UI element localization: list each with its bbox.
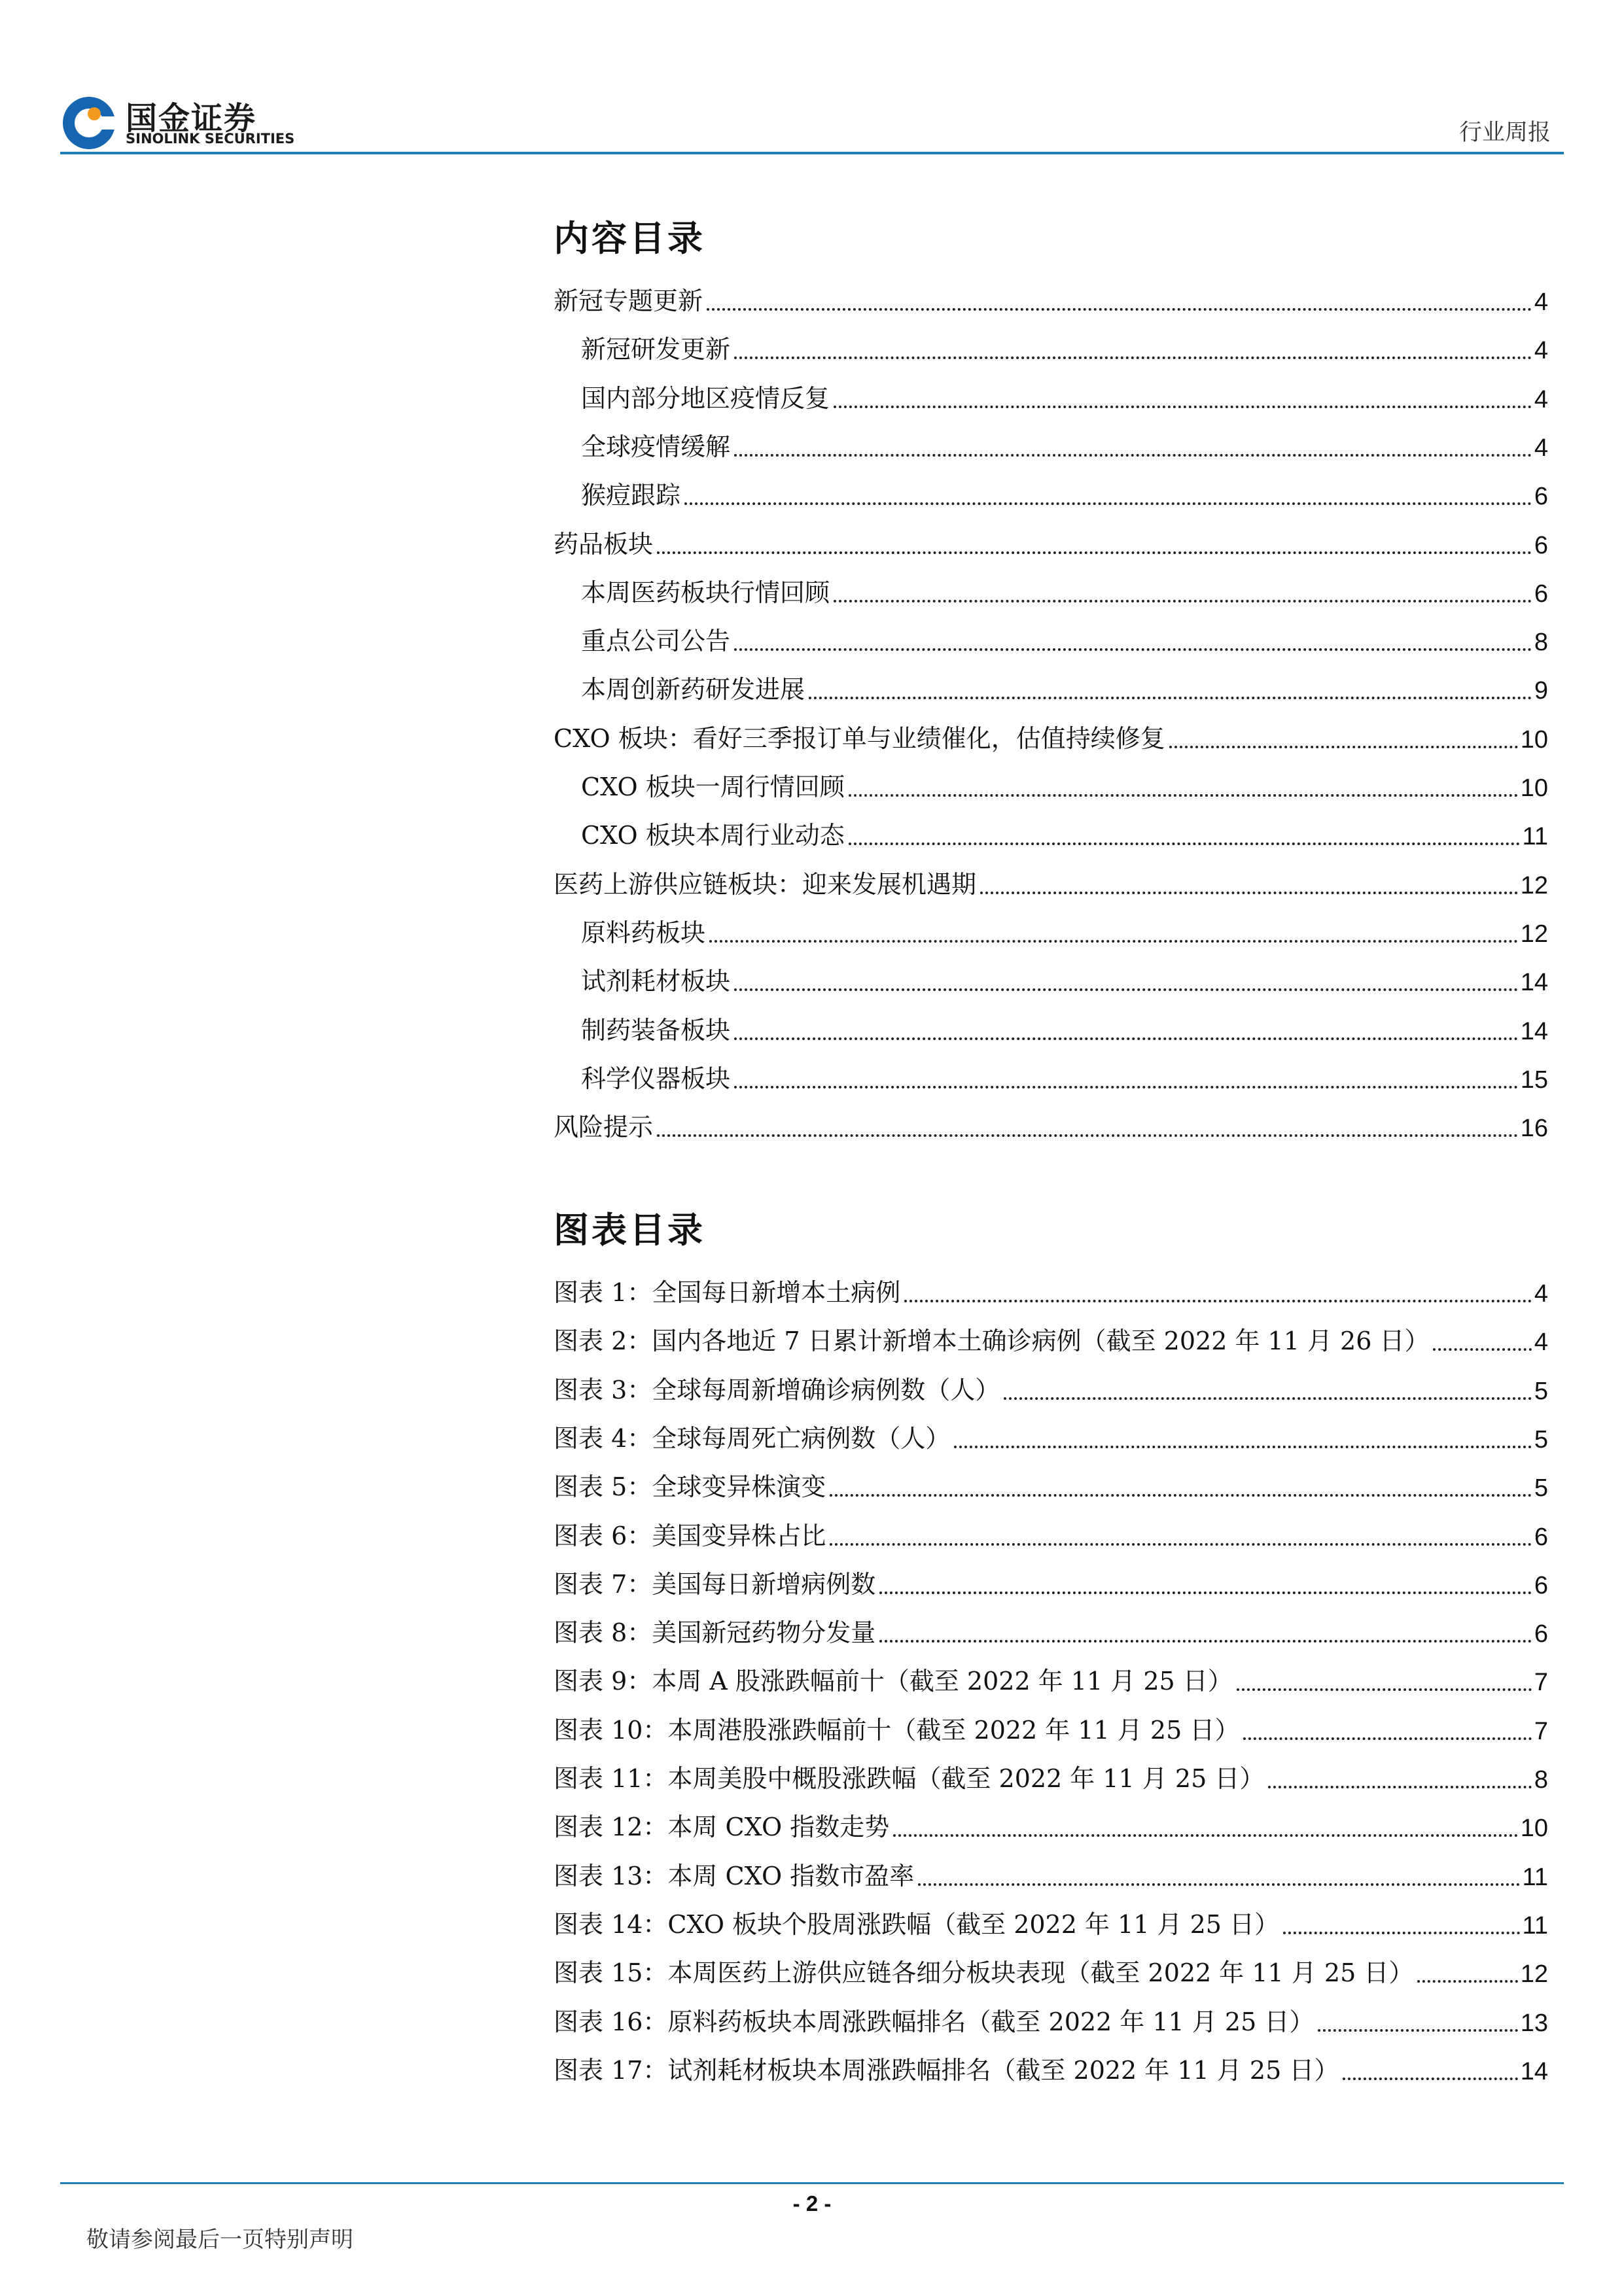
toc-entry[interactable]: [581, 381, 1548, 414]
toc-entry[interactable]: [554, 1907, 1548, 1940]
toc-entry[interactable]: [581, 1062, 1548, 1094]
toc-entry-title: 本周创新药研发进展: [581, 675, 805, 704]
toc-entry-title: 图表 1：全国每日新增本土病例: [554, 1278, 901, 1307]
toc-dot-leader: [849, 843, 1520, 845]
toc-dot-leader: [904, 1300, 1532, 1302]
toc-entry-page: 6: [1534, 483, 1548, 511]
toc-dot-leader: [879, 1640, 1532, 1643]
toc-dot-leader: [809, 697, 1532, 699]
toc-entry-page: 5: [1534, 1377, 1548, 1405]
toc-entry-page: 16: [1520, 1115, 1548, 1143]
toc-entry-page: 4: [1534, 337, 1548, 365]
toc-entry[interactable]: [581, 478, 1548, 511]
toc-entry[interactable]: [581, 1013, 1548, 1046]
toc-dot-leader: [709, 940, 1518, 943]
footer-divider: [60, 2182, 1564, 2184]
toc-dot-leader: [1243, 1737, 1532, 1740]
toc-entry[interactable]: [554, 1519, 1548, 1552]
toc-entry-page: 11: [1522, 1911, 1548, 1939]
toc-dot-leader: [1433, 1348, 1531, 1351]
toc-dot-leader: [1343, 2078, 1517, 2080]
toc-dot-leader: [879, 1592, 1532, 1594]
toc-dot-leader: [707, 308, 1532, 311]
toc-dot-leader: [834, 406, 1532, 408]
toc-entry[interactable]: [554, 1567, 1548, 1600]
toc-entry-title: 猴痘跟踪: [581, 481, 681, 510]
toc-dot-leader: [734, 1037, 1518, 1040]
toc-entry-title: 图表 4：全球每周死亡病例数（人）: [554, 1423, 951, 1453]
toc-entry[interactable]: [581, 624, 1548, 657]
toc-entry-title: 全球疫情缓解: [581, 432, 731, 461]
toc-entry-page: 8: [1534, 629, 1548, 657]
toc-entry-title: 原料药板块: [581, 918, 706, 947]
toc-entry-title: 药品板块: [554, 529, 654, 559]
toc-entry-title: 医药上游供应链板块：迎来发展机遇期: [554, 869, 977, 899]
toc-entry[interactable]: [581, 818, 1548, 851]
toc-entry[interactable]: [554, 1810, 1548, 1843]
toc-dot-leader: [734, 988, 1518, 991]
toc-entry-title: 新冠专题更新: [554, 287, 703, 315]
toc-entry-page: 6: [1534, 1523, 1548, 1551]
logo-english-name: SINOLINK SECURITIES: [126, 131, 295, 147]
toc-entry-title: 图表 11：本周美股中概股涨跌幅（截至 2022 年 11 月 25 日）: [554, 1764, 1265, 1793]
page-number: - 2 -: [792, 2191, 832, 2216]
toc-entry[interactable]: [581, 576, 1548, 608]
toc-entry-page: 6: [1534, 580, 1548, 608]
toc-dot-leader: [684, 502, 1532, 505]
toc-entry[interactable]: [554, 1762, 1548, 1794]
toc-entry[interactable]: [554, 2005, 1548, 2038]
toc-entry-page: 14: [1520, 2057, 1548, 2085]
toc-dot-leader: [980, 892, 1518, 894]
toc-dot-leader: [1417, 1980, 1517, 1983]
toc-entry[interactable]: [554, 1713, 1548, 1746]
toc-dot-leader: [830, 1494, 1532, 1497]
toc-entry-page: 7: [1534, 1669, 1548, 1697]
toc-entry-page: 6: [1534, 1620, 1548, 1648]
figures-heading: 图表目录: [554, 1209, 705, 1251]
toc-entry-page: 10: [1520, 725, 1548, 754]
toc-dot-leader: [834, 600, 1532, 602]
toc-dot-leader: [1268, 1786, 1532, 1788]
toc-entry-title: 图表 15：本周医药上游供应链各细分板块表现（截至 2022 年 11 月 25 日）: [554, 1958, 1414, 1988]
toc-entry-page: 13: [1520, 2009, 1548, 2037]
toc-dot-leader: [893, 1834, 1518, 1837]
toc-entry-title: 图表 7：美国每日新增病例数: [554, 1569, 876, 1599]
toc-entry-title: 图表 2：国内各地近 7 日累计新增本土确诊病例（截至 2022 年 11 月 26 日）: [554, 1327, 1430, 1356]
toc-entry-title: 图表 3：全球每周新增确诊病例数（人）: [554, 1375, 1000, 1404]
toc-entry[interactable]: [581, 430, 1548, 462]
toc-entry-page: 12: [1520, 920, 1548, 948]
toc-dot-leader: [734, 454, 1532, 457]
toc-entry[interactable]: [581, 332, 1548, 365]
toc-entry-page: 4: [1534, 288, 1548, 316]
toc-entry[interactable]: [554, 527, 1548, 560]
toc-entry-page: 4: [1534, 385, 1548, 413]
toc-entry-title: 重点公司公告: [581, 627, 731, 656]
toc-entry-title: 国内部分地区疫情反复: [581, 383, 830, 413]
toc-entry-title: 新冠研发更新: [581, 335, 731, 364]
toc-entry[interactable]: [554, 1276, 1548, 1308]
toc-entry[interactable]: [554, 867, 1548, 900]
toc-entry-title: CXO 板块一周行情回顾: [581, 773, 845, 801]
toc-entry-page: 6: [1534, 1571, 1548, 1599]
toc-dot-leader: [918, 1883, 1519, 1886]
toc-entry[interactable]: [554, 2053, 1548, 2086]
toc-entry-title: CXO 板块：看好三季报订单与业绩催化，估值持续修复: [554, 723, 1165, 753]
toc-entry-page: 5: [1534, 1425, 1548, 1453]
toc-entry[interactable]: [581, 964, 1548, 997]
toc-entry-page: 14: [1520, 969, 1548, 997]
toc-entry-title: 图表 6：美国变异株占比: [554, 1521, 826, 1550]
toc-entry-page: 15: [1520, 1066, 1548, 1094]
toc-entry-title: 图表 16：原料药板块本周涨跌幅排名（截至 2022 年 11 月 25 日）: [554, 2007, 1315, 2036]
toc-entry-title: 图表 5：全球变异株演变: [554, 1472, 826, 1502]
toc-entry-page: 8: [1534, 1766, 1548, 1794]
toc-entry[interactable]: [554, 722, 1548, 754]
report-type: 行业周报: [1458, 120, 1551, 146]
toc-entry-page: 9: [1534, 677, 1548, 705]
toc-entry-page: 12: [1520, 871, 1548, 899]
toc-entry[interactable]: [581, 770, 1548, 803]
toc-dot-leader: [657, 551, 1532, 554]
toc-dot-leader: [849, 794, 1518, 797]
toc-dot-leader: [734, 1086, 1518, 1088]
toc-dot-leader: [954, 1446, 1532, 1448]
toc-entry[interactable]: [554, 1373, 1548, 1406]
toc-entry[interactable]: [554, 1470, 1548, 1503]
toc-dot-leader: [830, 1543, 1532, 1546]
footer-disclaimer: 敬请参阅最后一页特别声明: [86, 2227, 353, 2253]
toc-entry-title: 图表 12：本周 CXO 指数走势: [554, 1813, 890, 1842]
toc-entry-title: 风险提示: [554, 1113, 654, 1142]
toc-entry[interactable]: [554, 1421, 1548, 1454]
toc-entry-page: 11: [1522, 1863, 1548, 1891]
toc-entry[interactable]: [554, 1664, 1548, 1697]
toc-dot-leader: [734, 648, 1532, 651]
toc-entry-page: 11: [1522, 823, 1548, 851]
header-divider: [60, 152, 1564, 154]
toc-entry-page: 4: [1534, 1280, 1548, 1308]
sinolink-logo-icon: [60, 94, 118, 152]
toc-entry-title: 本周医药板块行情回顾: [581, 578, 830, 607]
toc-entry[interactable]: [554, 1956, 1548, 1989]
toc-entry-title: 图表 17：试剂耗材板块本周涨跌幅排名（截至 2022 年 11 月 25 日）: [554, 2055, 1339, 2085]
toc-entry-page: 10: [1520, 774, 1548, 802]
toc-entry-page: 14: [1520, 1017, 1548, 1045]
toc-entry-page: 5: [1534, 1474, 1548, 1503]
toc-entry-page: 4: [1534, 1329, 1548, 1357]
toc-entry[interactable]: [554, 1110, 1548, 1143]
toc-entry[interactable]: [581, 916, 1548, 948]
toc-entry[interactable]: [554, 1859, 1548, 1892]
toc-entry[interactable]: [554, 1324, 1548, 1357]
toc-entry-page: 6: [1534, 531, 1548, 559]
toc-entry-title: 图表 9：本周 A 股涨跌幅前十（截至 2022 年 11 月 25 日）: [554, 1667, 1233, 1696]
toc-entry-title: CXO 板块本周行业动态: [581, 821, 845, 850]
toc-dot-leader: [1169, 746, 1518, 748]
logo-chinese-name: 国金证券: [126, 100, 257, 137]
toc-dot-leader: [1283, 1932, 1520, 1934]
contents-heading: 内容目录: [554, 217, 705, 259]
toc-entry-title: 图表 13：本周 CXO 指数市盈率: [554, 1861, 915, 1890]
toc-entry-title: 图表 10：本周港股涨跌幅前十（截至 2022 年 11 月 25 日）: [554, 1715, 1240, 1745]
toc-entry-title: 图表 14：CXO 板块个股周涨跌幅（截至 2022 年 11 月 25 日）: [554, 1909, 1280, 1939]
toc-entry[interactable]: [581, 672, 1548, 705]
toc-entry-title: 试剂耗材板块: [581, 967, 731, 996]
toc-entry[interactable]: [554, 284, 1548, 317]
toc-entry-page: 10: [1520, 1815, 1548, 1843]
toc-dot-leader: [1237, 1688, 1532, 1691]
toc-dot-leader: [1318, 2029, 1517, 2032]
toc-entry[interactable]: [554, 1616, 1548, 1648]
toc-dot-leader: [657, 1134, 1518, 1137]
toc-entry-page: 7: [1534, 1717, 1548, 1745]
toc-entry-title: 图表 8：美国新冠药物分发量: [554, 1618, 876, 1648]
toc-entry-title: 科学仪器板块: [581, 1064, 731, 1093]
toc-entry-title: 制药装备板块: [581, 1015, 731, 1045]
toc-dot-leader: [734, 357, 1532, 359]
toc-entry-page: 4: [1534, 434, 1548, 462]
toc-entry-page: 12: [1520, 1960, 1548, 1989]
toc-dot-leader: [1004, 1397, 1532, 1400]
